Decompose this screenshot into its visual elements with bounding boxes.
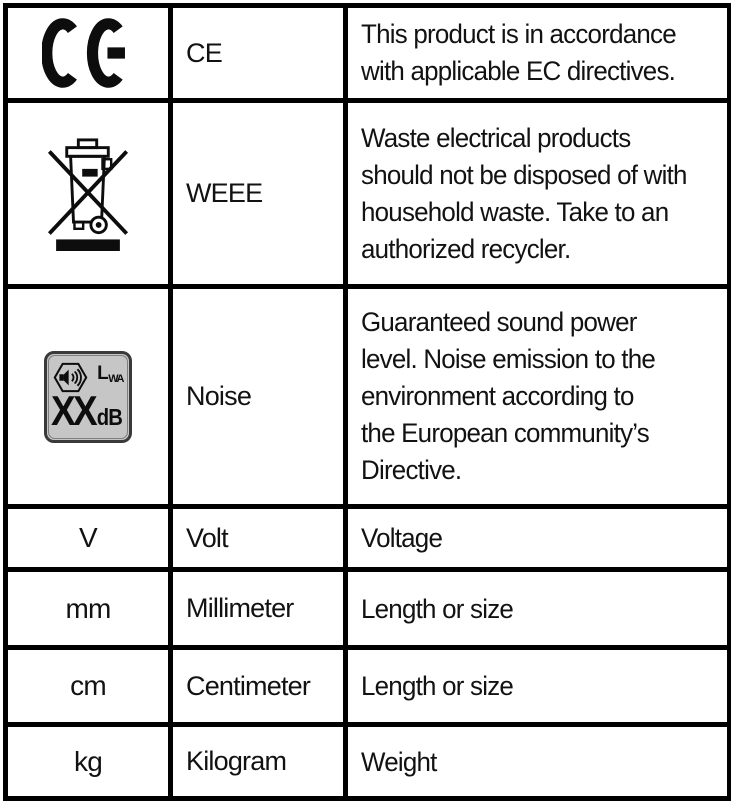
symbol-name: CE xyxy=(171,6,346,101)
table-row-kilogram xyxy=(6,725,730,799)
description-line: with applicable EC directives. xyxy=(361,56,676,86)
description-line: should not be disposed of with xyxy=(361,159,687,190)
description-line: the European community’s xyxy=(361,418,649,448)
symbol-description xyxy=(346,725,730,799)
symbol-description xyxy=(346,101,730,287)
symbol-abbreviation: V xyxy=(6,507,171,570)
table-row-noise xyxy=(6,287,730,507)
table-row-weee xyxy=(6,101,730,287)
symbol-abbreviation: kg xyxy=(6,725,171,799)
description-line: level. Noise emission to the xyxy=(361,344,656,374)
symbol-name: WEEE xyxy=(171,101,346,287)
symbol-legend-table xyxy=(3,3,731,801)
description-line: Voltage xyxy=(361,523,443,553)
description-line: Length or size xyxy=(361,593,514,624)
symbol-name: Volt xyxy=(171,507,346,570)
description-line: authorized recycler. xyxy=(361,233,571,264)
symbol-name: Kilogram xyxy=(171,725,346,799)
symbol-name: Noise xyxy=(171,287,346,507)
description-line: This product is in accordance xyxy=(361,19,676,49)
symbol-description xyxy=(346,287,730,507)
description-line: household waste. Take to an xyxy=(361,196,669,227)
description-line: Weight xyxy=(361,746,437,777)
description-line: Length or size xyxy=(361,671,514,701)
lwa-label: $L_{WA}$ xyxy=(97,362,123,385)
description-line: Guaranteed sound power xyxy=(361,307,637,337)
noise-level-badge-icon xyxy=(44,351,132,443)
symbol-description xyxy=(346,6,730,101)
weee-crossed-bin-icon xyxy=(8,137,168,251)
symbol-abbreviation: cm xyxy=(6,648,171,725)
symbol-description xyxy=(346,648,730,725)
symbol-description xyxy=(346,507,730,570)
description-line: Directive. xyxy=(361,455,462,485)
weee-symbol-cell xyxy=(6,101,171,287)
symbol-name: Millimeter xyxy=(171,570,346,648)
ce-symbol-cell xyxy=(6,6,171,101)
symbol-abbreviation: mm xyxy=(6,570,171,648)
xx-db-label: XXdB xyxy=(51,386,123,434)
symbol-name: Centimeter xyxy=(171,648,346,725)
description-line: environment according to xyxy=(361,381,634,411)
noise-symbol-cell xyxy=(6,287,171,507)
table-row-millimeter xyxy=(6,570,730,648)
ce-mark-icon xyxy=(8,17,168,89)
symbol-description xyxy=(346,570,730,648)
table-row-centimeter xyxy=(6,648,730,725)
table-row-volt xyxy=(6,507,730,570)
description-line: Waste electrical products xyxy=(361,122,631,153)
table-row-ce xyxy=(6,6,730,101)
